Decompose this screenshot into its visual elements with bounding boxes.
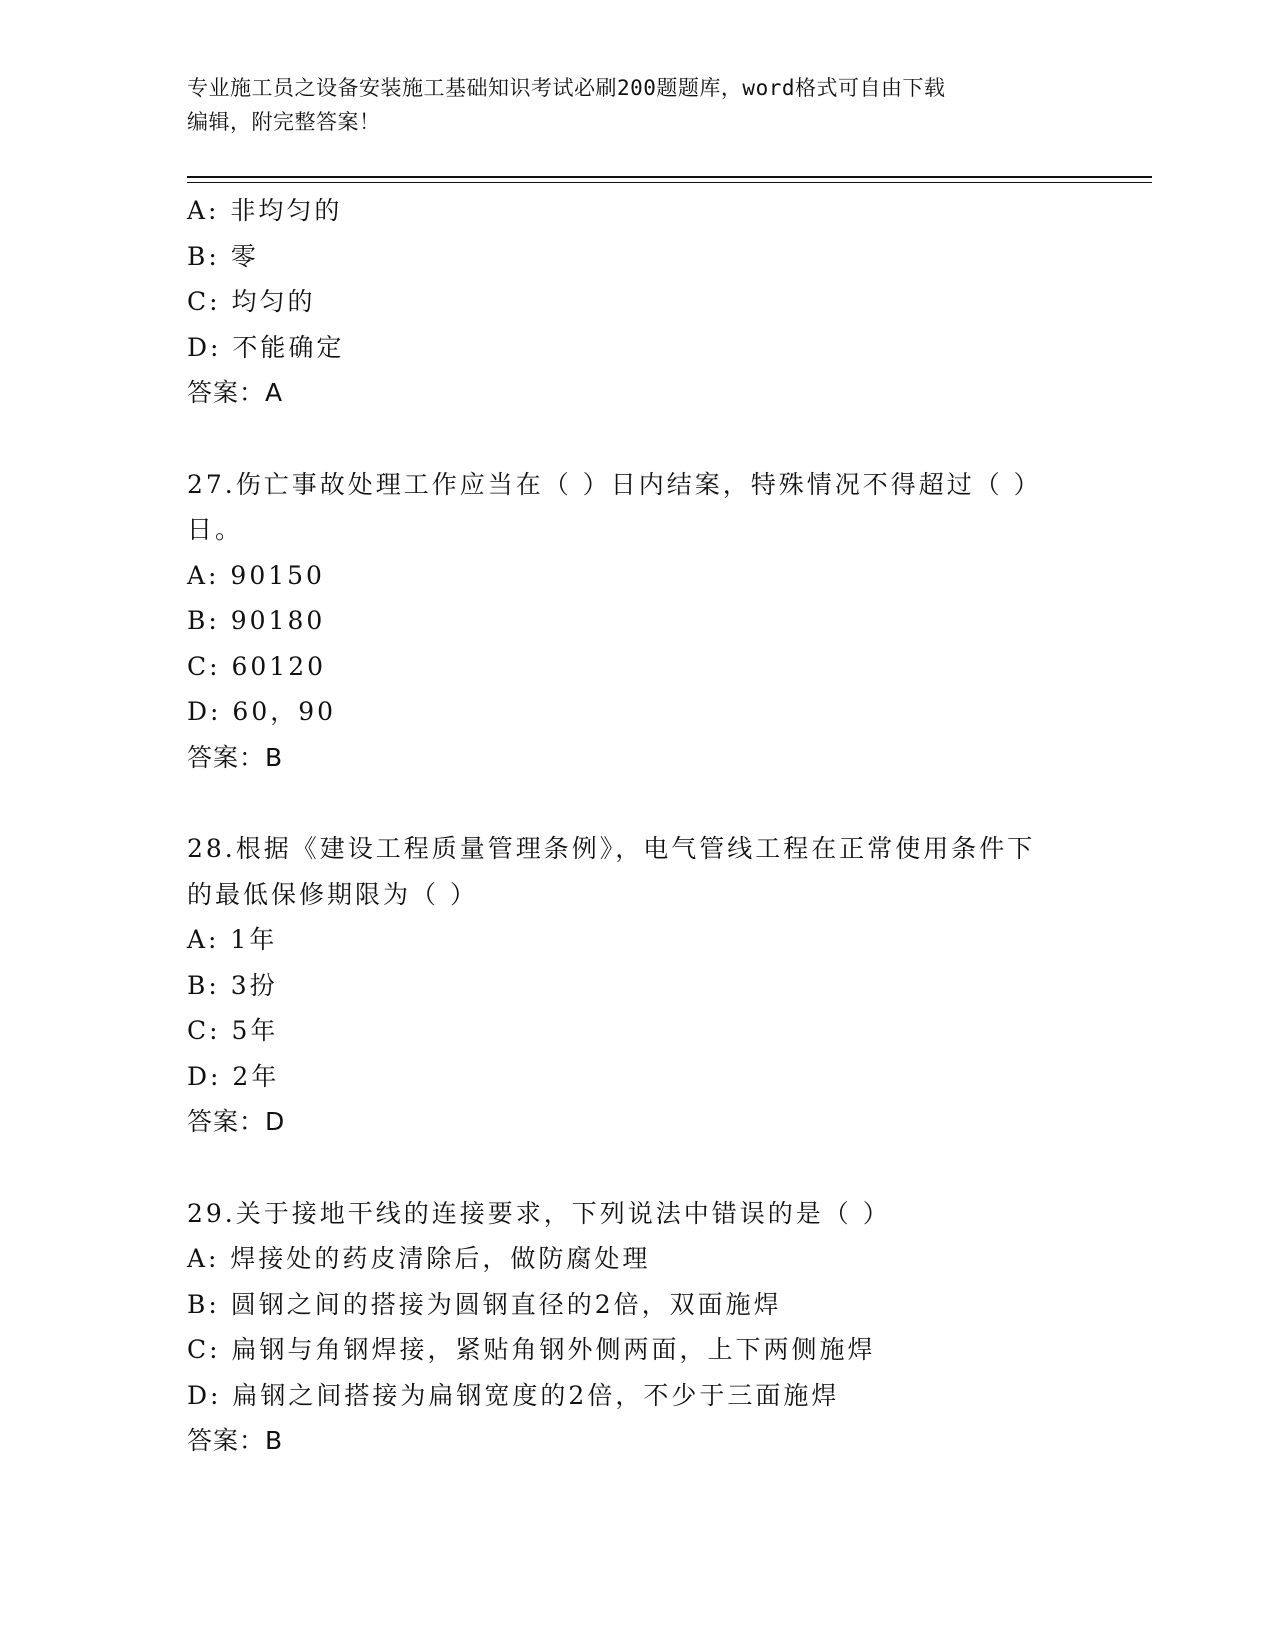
question-text-line-1: 27.伤亡事故处理工作应当在（ ）日内结案，特殊情况不得超过（ ） <box>187 469 1042 499</box>
answer: 答案：D <box>187 1107 286 1136</box>
option-c: C: 60120 <box>187 651 327 681</box>
option-b: B: 90180 <box>187 606 326 635</box>
question-29 <box>187 1191 1087 1464</box>
question-text-line-1: 28.根据《建设工程质量管理条例》，电气管线工程在正常使用条件下 <box>187 834 1036 863</box>
option-a: A: 1年 <box>187 925 278 954</box>
question-text-line-2: 的最低保修期限为（ ） <box>187 879 478 909</box>
option-d: D: 60，90 <box>187 697 337 726</box>
question-26 <box>187 188 1087 416</box>
header-divider-thick <box>187 176 1152 178</box>
option-c: C: 扁钢与角钢焊接，紧贴角钢外侧两面，上下两侧施焊 <box>187 1335 876 1364</box>
spacer <box>187 1145 1087 1191</box>
answer: 答案：A <box>187 378 284 407</box>
spacer <box>187 780 1087 826</box>
option-b: B: 3扮 <box>187 970 278 1000</box>
header-line-2: 编辑，附完整答案！ <box>187 110 381 134</box>
spacer <box>187 416 1087 462</box>
option-d: D: 2年 <box>187 1061 280 1091</box>
question-28 <box>187 826 1087 1145</box>
option-a: A: 非均匀的 <box>187 196 343 225</box>
question-27 <box>187 462 1087 781</box>
answer: 答案：B <box>187 1426 284 1455</box>
option-c: C: 均匀的 <box>187 287 316 316</box>
question-text-line-1: 29.关于接地干线的连接要求，下列说法中错误的是（ ） <box>187 1198 891 1228</box>
answer: 答案：B <box>187 742 284 772</box>
option-c: C: 5年 <box>187 1016 279 1045</box>
option-a: A: 90150 <box>187 560 325 590</box>
header-divider-thin <box>187 182 1152 183</box>
option-d: D: 扁钢之间搭接为扁钢宽度的2倍，不少于三面施焊 <box>187 1380 840 1410</box>
option-b: B: 圆钢之间的搭接为圆钢直径的2倍，双面施焊 <box>187 1289 782 1319</box>
option-b: B: 零 <box>187 241 259 271</box>
option-d: D: 不能确定 <box>187 332 345 362</box>
option-a: A: 焊接处的药皮清除后，做防腐处理 <box>187 1244 651 1273</box>
question-text-line-2: 日。 <box>187 515 244 544</box>
question-list <box>187 188 1087 1464</box>
document-header <box>187 71 1067 139</box>
header-line-1: 专业施工员之设备安装施工基础知识考试必刷200题题库，word格式可自由下载 <box>187 76 946 100</box>
